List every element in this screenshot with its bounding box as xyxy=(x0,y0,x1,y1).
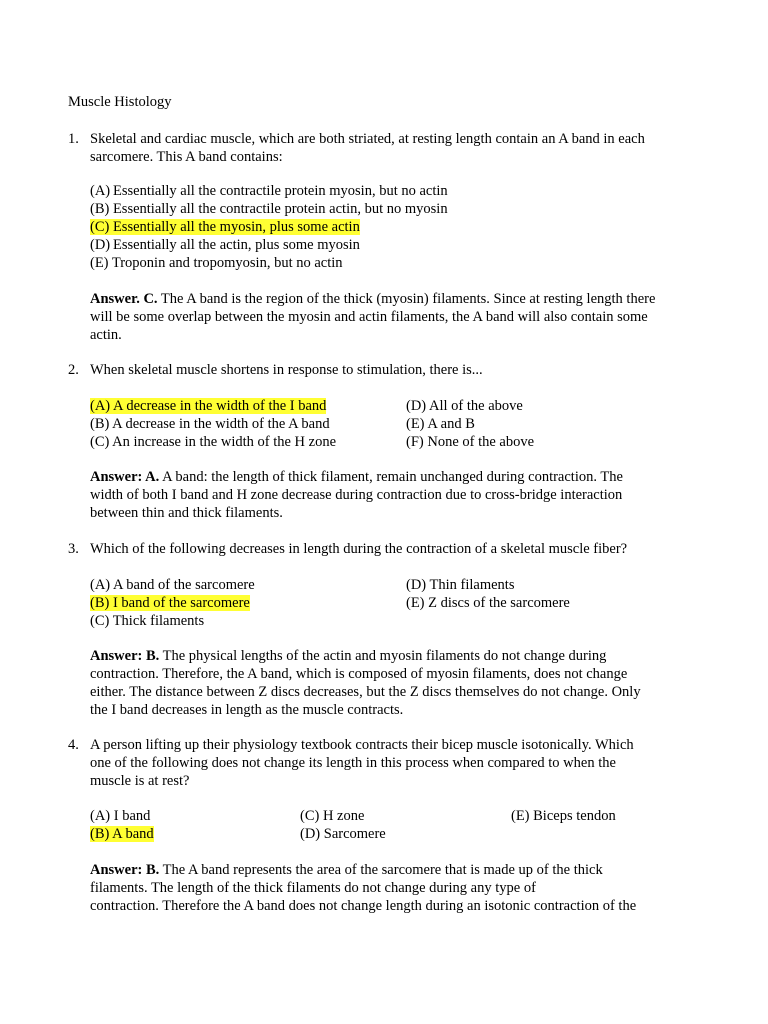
q2-option-e: (E) A and B xyxy=(406,416,475,432)
q4-answer-text: The A band represents the area of the sarcomere that is made up of the thick xyxy=(159,862,603,878)
question-1-stem-line: Skeletal and cardiac muscle, which are both striated, at resting length contain an A band in each xyxy=(90,131,645,147)
question-4-stem-line: muscle is at rest? xyxy=(90,773,190,789)
q2-answer-text: width of both I band and H zone decrease during contraction due to cross-bridge interaction xyxy=(90,487,623,503)
question-4-stem xyxy=(90,736,690,790)
q2-option-d: (D) All of the above xyxy=(406,398,523,414)
question-4-number: 4. xyxy=(68,737,79,753)
q2-option-b: (B) A decrease in the width of the A band xyxy=(90,416,330,432)
question-1-stem-line: sarcomere. This A band contains: xyxy=(90,149,283,165)
question-4-stem-line: one of the following does not change its length in this process when compared to when the xyxy=(90,755,616,771)
q1-option-e: (E) Troponin and tropomyosin, but no actin xyxy=(90,255,343,271)
q4-answer-text: contraction. Therefore the A band does not change length during an isotonic contraction of the xyxy=(90,898,637,914)
q2-option-a-highlighted: (A) A decrease in the width of the I band xyxy=(90,398,327,414)
question-4-answer xyxy=(90,861,690,915)
q4-options-col1 xyxy=(90,807,154,843)
q2-answer-text: between thin and thick filaments. xyxy=(90,505,283,521)
document-title: Muscle Histology xyxy=(68,94,172,110)
q3-answer-text: either. The distance between Z discs decreases, but the Z discs themselves do not change. Only xyxy=(90,684,641,700)
q1-answer-text: will be some overlap between the myosin and actin filaments, the A band will also contain some xyxy=(90,309,648,325)
q2-options-right xyxy=(406,397,534,451)
q3-option-b-highlighted: (B) I band of the sarcomere xyxy=(90,595,250,611)
q1-option-b: (B) Essentially all the contractile protein actin, but no myosin xyxy=(90,201,448,217)
q2-answer-label: Answer: A. xyxy=(90,469,160,485)
question-3-stem: Which of the following decreases in length during the contraction of a skeletal muscle fiber? xyxy=(90,541,628,557)
question-1-stem xyxy=(90,130,690,166)
q3-answer-text: The physical lengths of the actin and myosin filaments do not change during xyxy=(159,648,607,664)
question-1-answer xyxy=(90,290,690,344)
q4-options-col2 xyxy=(300,807,386,843)
q3-option-a: (A) A band of the sarcomere xyxy=(90,577,255,593)
q3-option-d: (D) Thin filaments xyxy=(406,577,515,593)
q4-option-a: (A) I band xyxy=(90,808,151,824)
q4-option-e: (E) Biceps tendon xyxy=(511,808,616,824)
q3-answer-label: Answer: B. xyxy=(90,648,160,664)
q2-option-f: (F) None of the above xyxy=(406,434,535,450)
q3-option-e: (E) Z discs of the sarcomere xyxy=(406,595,570,611)
question-1-options xyxy=(90,182,690,272)
q2-option-c: (C) An increase in the width of the H zone xyxy=(90,434,337,450)
q3-answer-text: the I band decreases in length as the muscle contracts. xyxy=(90,702,404,718)
q4-options-col3 xyxy=(511,807,616,825)
q2-answer-text: A band: the length of thick filament, remain unchanged during contraction. The xyxy=(159,469,623,485)
q4-option-b-highlighted: (B) A band xyxy=(90,826,154,842)
q4-answer-label: Answer: B. xyxy=(90,862,160,878)
q3-options-left xyxy=(90,576,255,630)
q1-option-c-highlighted: (C) Essentially all the myosin, plus some actin xyxy=(90,219,360,235)
question-4-stem-line: A person lifting up their physiology textbook contracts their bicep muscle isotonically. Which xyxy=(90,737,634,753)
q1-answer-label: Answer. C. xyxy=(90,291,158,307)
question-1-number: 1. xyxy=(68,131,79,147)
q3-options-right xyxy=(406,576,570,612)
q2-options-left xyxy=(90,397,336,451)
question-3-answer xyxy=(90,647,690,719)
q3-option-c: (C) Thick filaments xyxy=(90,613,205,629)
q4-option-c: (C) H zone xyxy=(300,808,365,824)
question-2-stem: When skeletal muscle shortens in response to stimulation, there is... xyxy=(90,362,483,378)
question-2-number: 2. xyxy=(68,362,79,378)
q3-answer-text: contraction. Therefore, the A band, which is composed of myosin filaments, does not change xyxy=(90,666,628,682)
q4-option-d: (D) Sarcomere xyxy=(300,826,386,842)
question-2-answer xyxy=(90,468,690,522)
q1-answer-text: The A band is the region of the thick (myosin) filaments. Since at resting length there xyxy=(157,291,656,307)
q1-option-a: (A) Essentially all the contractile protein myosin, but no actin xyxy=(90,183,448,199)
question-3-number: 3. xyxy=(68,541,79,557)
q4-answer-text: filaments. The length of the thick filaments do not change during any type of xyxy=(90,880,536,896)
q1-option-d: (D) Essentially all the actin, plus some myosin xyxy=(90,237,360,253)
q1-answer-text: actin. xyxy=(90,327,122,343)
